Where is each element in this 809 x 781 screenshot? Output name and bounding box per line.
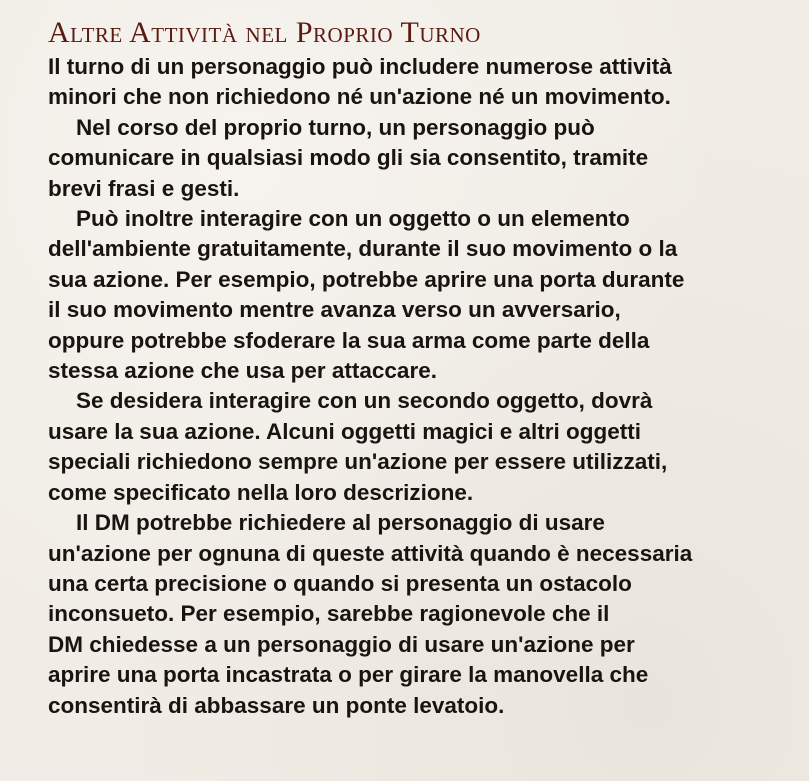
paragraph-line: Se desidera interagire con un secondo oggetto, dovrà [76,388,653,414]
paragraph-line: minori che non richiedono né un'azione né un movimento. [48,84,671,110]
paragraph-line: un'azione per ognuna di queste attività quando è necessaria [48,540,693,566]
paragraph-line: inconsueto. Per esempio, sarebbe ragionevole che il [48,601,610,627]
paragraph-line: una certa precisione o quando si presenta un ostacolo [48,570,632,596]
paragraph-line: speciali richiedono sempre un'azione per essere utilizzati, [48,449,668,475]
paragraph-1 [48,52,789,113]
paragraph-line: oppure potrebbe sfoderare la sua arma come parte della [48,327,650,353]
paragraph-line: Il DM potrebbe richiedere al personaggio di usare [76,510,605,536]
paragraph-line: dell'ambiente gratuitamente, durante il suo movimento o la [48,236,678,262]
paragraph-2 [48,113,789,204]
paragraph-line: usare la sua azione. Alcuni oggetti magici e altri oggetti [48,418,642,444]
paragraph-line: brevi frasi e gesti. [48,175,240,201]
paragraph-line: Può inoltre interagire con un oggetto o un elemento [76,206,630,232]
paragraph-line: Il turno di un personaggio può includere numerose attività [48,54,672,79]
section-heading: Altre Attività nel Proprio Turno [48,16,481,49]
paragraph-line: Nel corso del proprio turno, un personaggio può [76,114,595,140]
paragraph-line: consentirà di abbassare un ponte levatoio. [48,692,505,718]
paragraph-5 [48,508,789,721]
paragraph-line: sua azione. Per esempio, potrebbe aprire una porta durante [48,266,685,292]
paragraph-line: DM chiedesse a un personaggio di usare un'azione per [48,631,635,657]
paragraph-line: comunicare in qualsiasi modo gli sia consentito, tramite [48,145,649,171]
paragraph-line: come specificato nella loro descrizione. [48,479,474,505]
paragraph-4 [48,386,789,508]
paragraph-3 [48,204,789,386]
paragraph-line: stessa azione che usa per attaccare. [48,358,437,384]
paragraph-line: il suo movimento mentre avanza verso un avversario, [48,297,621,323]
paragraph-line: aprire una porta incastrata o per girare la manovella che [48,662,649,688]
